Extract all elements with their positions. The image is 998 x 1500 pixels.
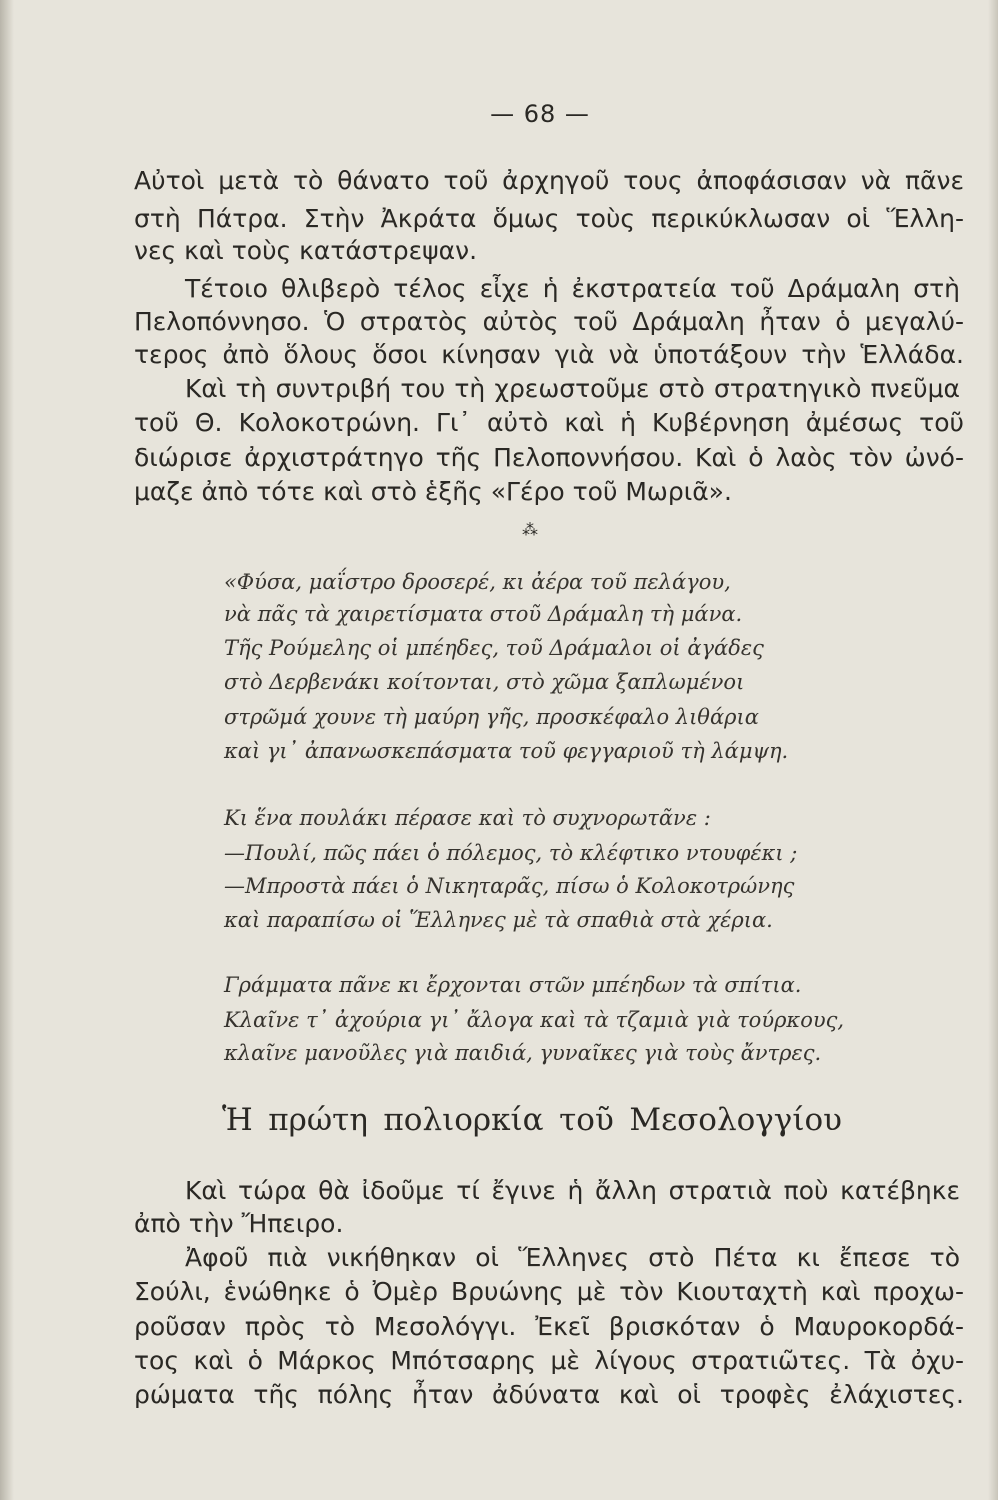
poem-line: «Φύσα, μαΐστρο δροσερέ, κι ἀέρα τοῦ πελάγου, [224,570,731,594]
asterism-separator: ⁂ [522,520,538,539]
paragraph-line: ροῦσαν πρὸς τὸ Μεσολόγγι. Ἐκεῖ βρισκόταν ὁ Μαυροκορδά- [134,1312,964,1341]
poem-line: νὰ πᾶς τὰ χαιρετίσματα στοῦ Δράμαλη τὴ μάνα. [224,602,743,626]
poem-line: καὶ παραπίσω οἱ Ἕλληνες μὲ τὰ σπαθιὰ στὰ χέρια. [224,908,773,932]
paragraph-line: Ἀφοῦ πιὰ νικήθηκαν οἱ Ἕλληνες στὸ Πέτα κι ἔπεσε τὸ [185,1243,960,1272]
poem-line: —Μπροστὰ πάει ὁ Νικηταρᾶς, πίσω ὁ Κολοκοτρώνης [224,874,795,898]
poem-line: Κλαῖνε τ᾿ ἀχούρια γι᾿ ἄλογα καὶ τὰ τζαμιὰ γιὰ τούρκους, [224,1008,845,1032]
paragraph-line: τερος ἀπὸ ὅλους ὅσοι κίνησαν γιὰ νὰ ὑποτάξουν τὴν Ἑλλάδα. [134,340,964,369]
paragraph-line: ρώματα τῆς πόλης ἦταν ἀδύνατα καὶ οἱ τροφὲς ἐλάχιστες. [134,1380,964,1409]
paragraph-line: ἀπὸ τὴν Ἤπειρο. [134,1209,344,1238]
paragraph-line: τοῦ Θ. Κολοκοτρώνη. Γι᾿ αὐτὸ καὶ ἡ Κυβέρνηση ἀμέσως τοῦ [134,408,964,437]
section-heading: Ἡ πρώτη πολιορκία τοῦ Μεσολογγίου [222,1102,842,1138]
paragraph-line: μαζε ἀπὸ τότε καὶ στὸ ἑξῆς «Γέρο τοῦ Μωριᾶ». [134,477,732,506]
poem-line: Γράμματα πᾶνε κι ἔρχονται στῶν μπέηδων τὰ σπίτια. [224,973,802,997]
poem-line: Κι ἕνα πουλάκι πέρασε καὶ τὸ συχνορωτᾶνε : [224,806,711,830]
poem-line: στὸ Δερβενάκι κοίτονται, στὸ χῶμα ξαπλωμένοι [224,670,745,694]
paragraph-line: τος καὶ ὁ Μάρκος Μπότσαρης μὲ λίγους στρατιῶτες. Τὰ ὀχυ- [134,1346,964,1375]
poem-line: Τῆς Ρούμελης οἱ μπέηδες, τοῦ Δράμαλοι οἱ ἀγάδες [224,636,764,660]
paragraph-line: Αὐτοὶ μετὰ τὸ θάνατο τοῦ ἀρχηγοῦ τους ἀποφάσισαν νὰ πᾶνε [134,166,964,195]
paragraph-line: Καὶ τώρα θὰ ἰδοῦμε τί ἔγινε ἡ ἄλλη στρατιὰ ποὺ κατέβηκε [185,1176,960,1205]
paragraph-line: Καὶ τὴ συντριβή του τὴ χρεωστοῦμε στὸ στρατηγικὸ πνεῦμα [185,374,960,403]
paragraph-line: Σούλι, ἑνώθηκε ὁ Ὀμὲρ Βρυώνης μὲ τὸν Κιουταχτὴ καὶ προχω- [134,1277,964,1306]
paragraph-line: στὴ Πάτρα. Στὴν Ἀκράτα ὅμως τοὺς περικύκλωσαν οἱ Ἕλλη- [134,204,964,233]
page-right-edge [988,0,998,1500]
poem-line: κλαῖνε μανοῦλες γιὰ παιδιά, γυναῖκες γιὰ τοὺς ἄντρες. [224,1041,822,1065]
paragraph-line: νες καὶ τοὺς κατάστρεψαν. [134,236,478,265]
page-left-edge [0,0,14,1500]
paragraph-line: διώρισε ἀρχιστράτηγο τῆς Πελοποννήσου. Καὶ ὁ λαὸς τὸν ὠνό- [134,443,964,472]
paragraph-line: Τέτοιο θλιβερὸ τέλος εἶχε ἡ ἐκστρατεία τοῦ Δράμαλη στὴ [185,274,960,303]
paragraph-line: Πελοπόννησο. Ὁ στρατὸς αὐτὸς τοῦ Δράμαλη ἦταν ὁ μεγαλύ- [134,307,964,336]
poem-line: καὶ γι᾿ ἀπανωσκεπάσματα τοῦ φεγγαριοῦ τὴ λάμψη. [224,739,789,763]
poem-line: στρῶμά χουνε τὴ μαύρη γῆς, προσκέφαλο λιθάρια [224,705,759,729]
page-number: — 68 — [490,100,590,128]
poem-line: —Πουλί, πῶς πάει ὁ πόλεμος, τὸ κλέφτικο ντουφέκι ; [224,841,798,865]
